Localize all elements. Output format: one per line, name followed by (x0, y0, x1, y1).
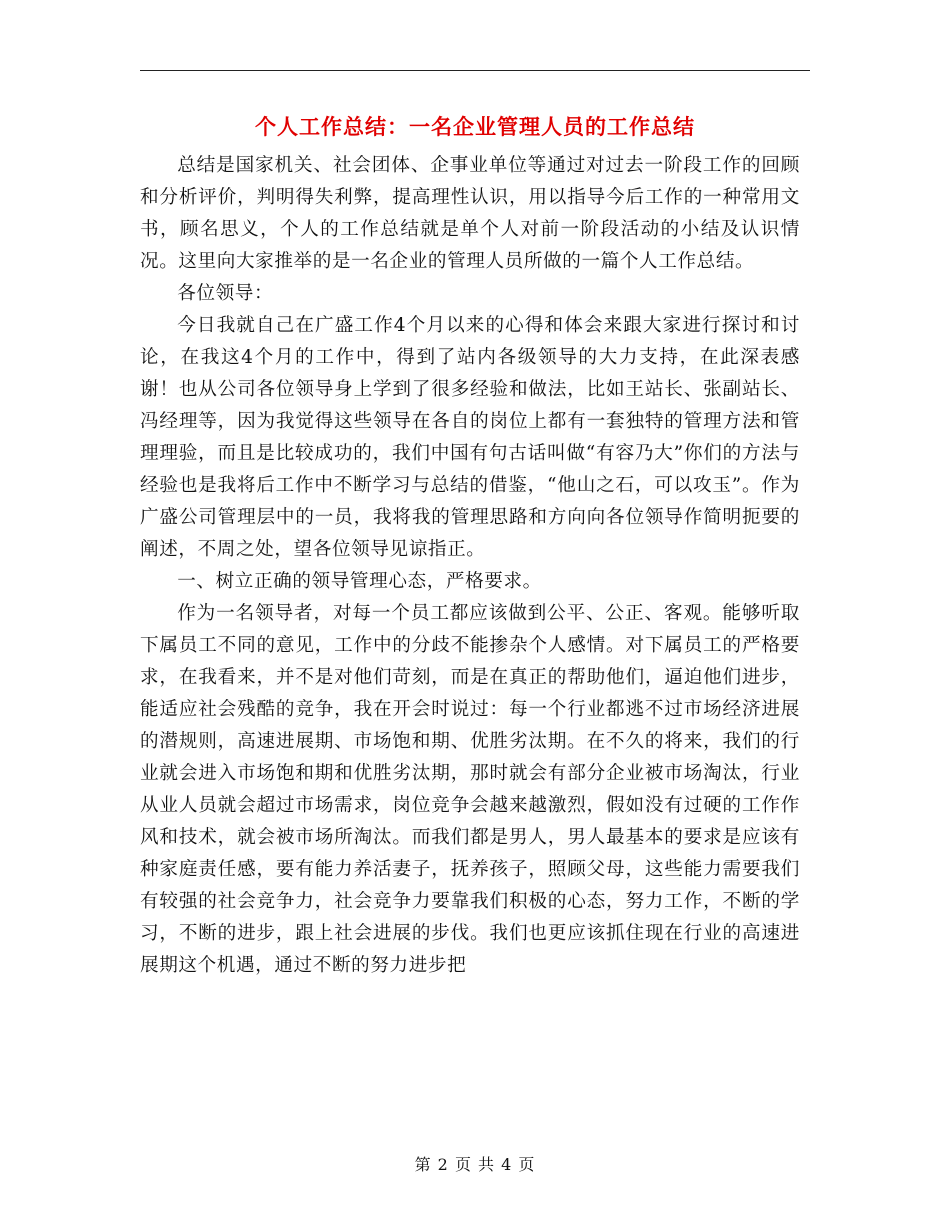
paragraph-opening: 今日我就自己在广盛工作4个月以来的心得和体会来跟大家进行探讨和讨论，在我这4个月的工作中，得到了站内各级领导的大力支持，在此深表感谢！也从公司各位领导身上学到了很多经验和做法，比如王站长、张副站长、冯经理等，因为我觉得这些领导在各自的岗位上都有一套独特的管理方法和管理理验，而且是比较成功的，我们中国有句古话叫做“有容乃大”你们的方法与经验也是我将后工作中不断学习与总结的借鉴，“他山之石，可以攻玉”。作为广盛公司管理层中的一员，我将我的管理思路和方向向各位领导作简明扼要的阐述，不周之处，望各位领导见谅指正。 (140, 315, 800, 560)
document-body (140, 150, 800, 982)
paragraph-leadership: 作为一名领导者，对每一个员工都应该做到公平、公正、客观。能够听取下属员工不同的意见，工作中的分歧不能掺杂个人感情。对下属员工的严格要求，在我看来，并不是对他们苛刻，而是在真正的帮助他们，逼迫他们进步，能适应社会残酷的竞争，我在开会时说过：每一个行业都逃不过市场经济进展的潜规则，高速进展期、市场饱和期、优胜劣汰期。在不久的将来，我们的行业就会进入市场饱和期和优胜劣汰期，那时就会有部分企业被市场淘汰，行业从业人员就会超过市场需求，岗位竞争会越来越激烈，假如没有过硬的工作作风和技术，就会被市场所淘汰。而我们都是男人，男人最基本的要求是应该有种家庭责任感，要有能力养活妻子，抚养孩子，照顾父母，这些能力需要我们有较强的社会竞争力，社会竞争力要靠我们积极的心态，努力工作，不断的学习，不断的进步，跟上社会进展的步伐。我们也更应该抓住现在行业的高速进展期这个机遇，通过不断的努力进步把 (140, 603, 800, 976)
paragraph-heading-one: 一、树立正确的领导管理心态，严格要求。 (177, 571, 542, 592)
paragraph-salutation: 各位领导： (177, 283, 274, 304)
page-number-footer: 第 2 页 共 4 页 (414, 1155, 536, 1174)
header-rule (140, 70, 810, 71)
document-title: 个人工作总结：一名企业管理人员的工作总结 (255, 114, 695, 139)
paragraph-intro: 总结是国家机关、社会团体、企事业单位等通过对过去一阶段工作的回顾和分析评价，判明得失利弊，提高理性认识，用以指导今后工作的一种常用文书，顾名思义，个人的工作总结就是单个人对前一阶段活动的小结及认识情况。这里向大家推举的是一名企业的管理人员所做的一篇个人工作总结。 (140, 155, 800, 272)
